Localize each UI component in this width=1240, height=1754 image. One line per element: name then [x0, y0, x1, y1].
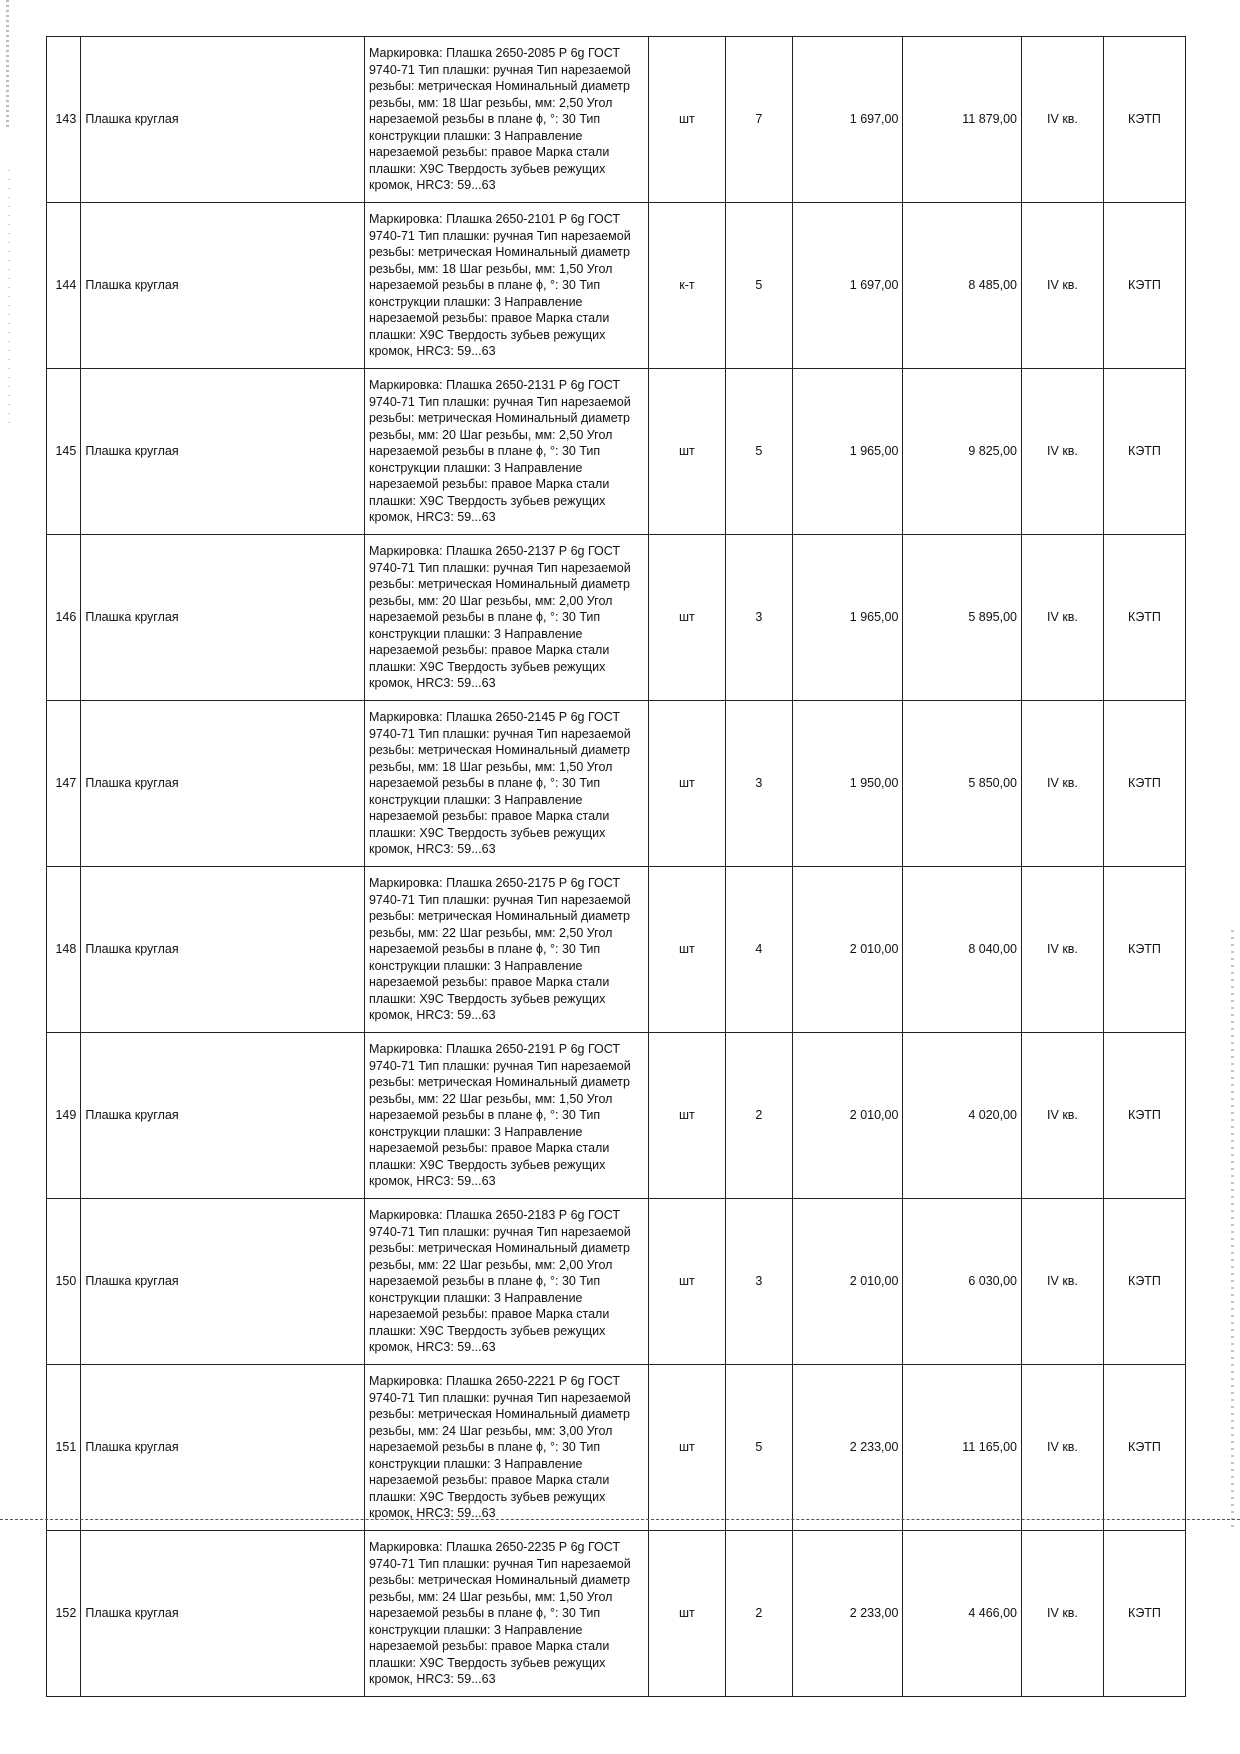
source-cell: КЭТП: [1103, 1531, 1185, 1697]
unit-price-cell: 1 965,00: [792, 535, 903, 701]
scan-artifact-left-lower: [8, 170, 10, 430]
row-number-cell: 145: [47, 369, 81, 535]
quantity-cell: 3: [726, 701, 792, 867]
unit-cell: шт: [648, 867, 726, 1033]
table-body: [47, 37, 1186, 1697]
source-cell: КЭТП: [1103, 701, 1185, 867]
quantity-cell: 3: [726, 535, 792, 701]
delivery-period-cell: IV кв.: [1021, 701, 1103, 867]
unit-cell: шт: [648, 369, 726, 535]
source-cell: КЭТП: [1103, 1033, 1185, 1199]
row-number-cell: 151: [47, 1365, 81, 1531]
item-name-cell: Плашка круглая: [81, 1365, 365, 1531]
table-row: [47, 203, 1186, 369]
delivery-period-cell: IV кв.: [1021, 867, 1103, 1033]
item-name-cell: Плашка круглая: [81, 867, 365, 1033]
table-row: [47, 701, 1186, 867]
quantity-cell: 2: [726, 1033, 792, 1199]
row-number-cell: 147: [47, 701, 81, 867]
row-number-cell: 144: [47, 203, 81, 369]
unit-price-cell: 2 010,00: [792, 867, 903, 1033]
total-cost-cell: 5 850,00: [903, 701, 1022, 867]
item-description-cell: Маркировка: Плашка 2650-2137 Р 6g ГОСТ 9740-71 Тип плашки: ручная Тип нарезаемой резьбы: метрическая Номинальный диаметр резьбы, мм: 20 Шаг резьбы, мм: 2,00 Угол нарезаемой резьбы в плане ϕ, °: 30 Тип конструкции плашки: 3 Направление нарезаемой резьбы: правое Марка стали плашки: Х9С Твердость зубьев режущих кромок, HRC3: 59...63: [364, 535, 648, 701]
source-cell: КЭТП: [1103, 867, 1185, 1033]
unit-price-cell: 1 697,00: [792, 37, 903, 203]
total-cost-cell: 11 165,00: [903, 1365, 1022, 1531]
delivery-period-cell: IV кв.: [1021, 1365, 1103, 1531]
table-row: [47, 369, 1186, 535]
source-cell: КЭТП: [1103, 203, 1185, 369]
unit-cell: шт: [648, 1365, 726, 1531]
table-row: [47, 1531, 1186, 1697]
total-cost-cell: 6 030,00: [903, 1199, 1022, 1365]
table-row: [47, 1199, 1186, 1365]
unit-price-cell: 1 950,00: [792, 701, 903, 867]
row-number-cell: 148: [47, 867, 81, 1033]
total-cost-cell: 8 485,00: [903, 203, 1022, 369]
quantity-cell: 4: [726, 867, 792, 1033]
item-name-cell: Плашка круглая: [81, 203, 365, 369]
page-cut-line: [0, 1519, 1240, 1520]
source-cell: КЭТП: [1103, 1365, 1185, 1531]
quantity-cell: 5: [726, 203, 792, 369]
source-cell: КЭТП: [1103, 535, 1185, 701]
quantity-cell: 3: [726, 1199, 792, 1365]
total-cost-cell: 5 895,00: [903, 535, 1022, 701]
row-number-cell: 150: [47, 1199, 81, 1365]
quantity-cell: 5: [726, 1365, 792, 1531]
unit-cell: шт: [648, 1531, 726, 1697]
delivery-period-cell: IV кв.: [1021, 203, 1103, 369]
unit-cell: шт: [648, 701, 726, 867]
unit-cell: шт: [648, 1199, 726, 1365]
item-description-cell: Маркировка: Плашка 2650-2131 Р 6g ГОСТ 9740-71 Тип плашки: ручная Тип нарезаемой резьбы: метрическая Номинальный диаметр резьбы, мм: 20 Шаг резьбы, мм: 2,50 Угол нарезаемой резьбы в плане ϕ, °: 30 Тип конструкции плашки: 3 Направление нарезаемой резьбы: правое Марка стали плашки: Х9С Твердость зубьев режущих кромок, HRC3: 59...63: [364, 369, 648, 535]
unit-price-cell: 1 965,00: [792, 369, 903, 535]
quantity-cell: 7: [726, 37, 792, 203]
row-number-cell: 152: [47, 1531, 81, 1697]
unit-cell: шт: [648, 37, 726, 203]
source-cell: КЭТП: [1103, 1199, 1185, 1365]
delivery-period-cell: IV кв.: [1021, 37, 1103, 203]
delivery-period-cell: IV кв.: [1021, 1199, 1103, 1365]
scan-artifact-right: [1231, 930, 1234, 1530]
item-description-cell: Маркировка: Плашка 2650-2191 Р 6g ГОСТ 9740-71 Тип плашки: ручная Тип нарезаемой резьбы: метрическая Номинальный диаметр резьбы, мм: 22 Шаг резьбы, мм: 1,50 Угол нарезаемой резьбы в плане ϕ, °: 30 Тип конструкции плашки: 3 Направление нарезаемой резьбы: правое Марка стали плашки: Х9С Твердость зубьев режущих кромок, HRC3: 59...63: [364, 1033, 648, 1199]
table-row: [47, 1033, 1186, 1199]
row-number-cell: 149: [47, 1033, 81, 1199]
specification-table: [46, 36, 1186, 1697]
unit-price-cell: 2 233,00: [792, 1365, 903, 1531]
item-name-cell: Плашка круглая: [81, 535, 365, 701]
total-cost-cell: 11 879,00: [903, 37, 1022, 203]
item-description-cell: Маркировка: Плашка 2650-2085 Р 6g ГОСТ 9740-71 Тип плашки: ручная Тип нарезаемой резьбы: метрическая Номинальный диаметр резьбы, мм: 18 Шаг резьбы, мм: 2,50 Угол нарезаемой резьбы в плане ϕ, °: 30 Тип конструкции плашки: 3 Направление нарезаемой резьбы: правое Марка стали плашки: Х9С Твердость зубьев режущих кромок, HRC3: 59...63: [364, 37, 648, 203]
table-row: [47, 1365, 1186, 1531]
row-number-cell: 143: [47, 37, 81, 203]
unit-price-cell: 2 010,00: [792, 1199, 903, 1365]
scan-artifact-left: [6, 0, 9, 130]
item-description-cell: Маркировка: Плашка 2650-2235 Р 6g ГОСТ 9740-71 Тип плашки: ручная Тип нарезаемой резьбы: метрическая Номинальный диаметр резьбы, мм: 24 Шаг резьбы, мм: 1,50 Угол нарезаемой резьбы в плане ϕ, °: 30 Тип конструкции плашки: 3 Направление нарезаемой резьбы: правое Марка стали плашки: Х9С Твердость зубьев режущих кромок, HRC3: 59...63: [364, 1531, 648, 1697]
table-row: [47, 535, 1186, 701]
table-row: [47, 37, 1186, 203]
unit-cell: шт: [648, 1033, 726, 1199]
delivery-period-cell: IV кв.: [1021, 1531, 1103, 1697]
total-cost-cell: 4 020,00: [903, 1033, 1022, 1199]
quantity-cell: 2: [726, 1531, 792, 1697]
item-name-cell: Плашка круглая: [81, 369, 365, 535]
item-description-cell: Маркировка: Плашка 2650-2175 Р 6g ГОСТ 9740-71 Тип плашки: ручная Тип нарезаемой резьбы: метрическая Номинальный диаметр резьбы, мм: 22 Шаг резьбы, мм: 2,50 Угол нарезаемой резьбы в плане ϕ, °: 30 Тип конструкции плашки: 3 Направление нарезаемой резьбы: правое Марка стали плашки: Х9С Твердость зубьев режущих кромок, HRC3: 59...63: [364, 867, 648, 1033]
item-description-cell: Маркировка: Плашка 2650-2221 Р 6g ГОСТ 9740-71 Тип плашки: ручная Тип нарезаемой резьбы: метрическая Номинальный диаметр резьбы, мм: 24 Шаг резьбы, мм: 3,00 Угол нарезаемой резьбы в плане ϕ, °: 30 Тип конструкции плашки: 3 Направление нарезаемой резьбы: правое Марка стали плашки: Х9С Твердость зубьев режущих кромок, HRC3: 59...63: [364, 1365, 648, 1531]
item-name-cell: Плашка круглая: [81, 1033, 365, 1199]
total-cost-cell: 9 825,00: [903, 369, 1022, 535]
item-description-cell: Маркировка: Плашка 2650-2145 Р 6g ГОСТ 9740-71 Тип плашки: ручная Тип нарезаемой резьбы: метрическая Номинальный диаметр резьбы, мм: 18 Шаг резьбы, мм: 1,50 Угол нарезаемой резьбы в плане ϕ, °: 30 Тип конструкции плашки: 3 Направление нарезаемой резьбы: правое Марка стали плашки: Х9С Твердость зубьев режущих кромок, HRC3: 59...63: [364, 701, 648, 867]
total-cost-cell: 8 040,00: [903, 867, 1022, 1033]
unit-cell: к-т: [648, 203, 726, 369]
item-description-cell: Маркировка: Плашка 2650-2101 Р 6g ГОСТ 9740-71 Тип плашки: ручная Тип нарезаемой резьбы: метрическая Номинальный диаметр резьбы, мм: 18 Шаг резьбы, мм: 1,50 Угол нарезаемой резьбы в плане ϕ, °: 30 Тип конструкции плашки: 3 Направление нарезаемой резьбы: правое Марка стали плашки: Х9С Твердость зубьев режущих кромок, HRC3: 59...63: [364, 203, 648, 369]
unit-cell: шт: [648, 535, 726, 701]
item-name-cell: Плашка круглая: [81, 37, 365, 203]
row-number-cell: 146: [47, 535, 81, 701]
table-row: [47, 867, 1186, 1033]
delivery-period-cell: IV кв.: [1021, 1033, 1103, 1199]
delivery-period-cell: IV кв.: [1021, 369, 1103, 535]
quantity-cell: 5: [726, 369, 792, 535]
source-cell: КЭТП: [1103, 369, 1185, 535]
unit-price-cell: 1 697,00: [792, 203, 903, 369]
delivery-period-cell: IV кв.: [1021, 535, 1103, 701]
item-name-cell: Плашка круглая: [81, 701, 365, 867]
item-name-cell: Плашка круглая: [81, 1199, 365, 1365]
item-name-cell: Плашка круглая: [81, 1531, 365, 1697]
unit-price-cell: 2 233,00: [792, 1531, 903, 1697]
unit-price-cell: 2 010,00: [792, 1033, 903, 1199]
source-cell: КЭТП: [1103, 37, 1185, 203]
total-cost-cell: 4 466,00: [903, 1531, 1022, 1697]
item-description-cell: Маркировка: Плашка 2650-2183 Р 6g ГОСТ 9740-71 Тип плашки: ручная Тип нарезаемой резьбы: метрическая Номинальный диаметр резьбы, мм: 22 Шаг резьбы, мм: 2,00 Угол нарезаемой резьбы в плане ϕ, °: 30 Тип конструкции плашки: 3 Направление нарезаемой резьбы: правое Марка стали плашки: Х9С Твердость зубьев режущих кромок, HRC3: 59...63: [364, 1199, 648, 1365]
